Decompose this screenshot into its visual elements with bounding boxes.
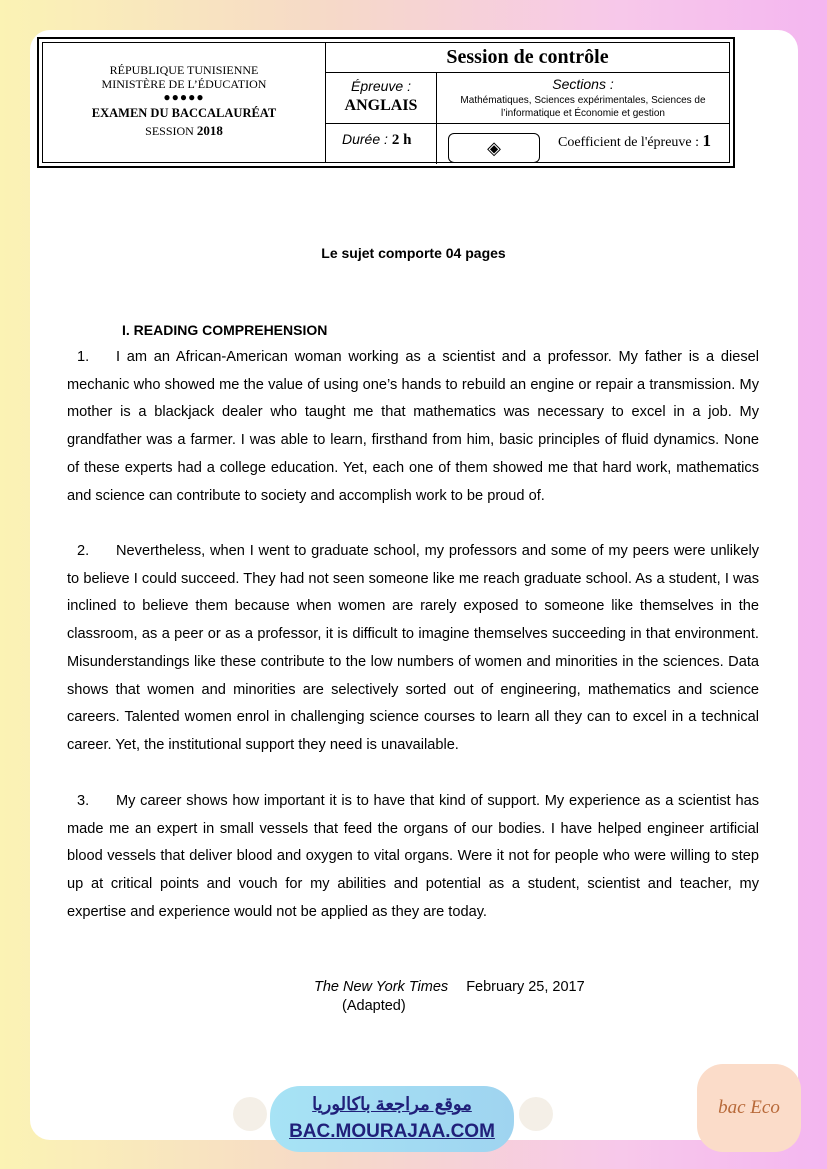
year-value: 2018 [196,123,223,138]
epreuve-value: ANGLAIS [344,97,418,114]
sections-cell [437,73,729,124]
ministry-block [43,43,326,162]
paragraph-1 [67,344,759,510]
paragraph-2 [67,538,759,760]
right-logo-icon [519,1097,553,1131]
footer-site-link[interactable] [270,1086,514,1152]
session-title: Session de contrôle [326,43,729,73]
sections-label: Sections : [552,76,614,92]
epreuve-cell [326,73,437,124]
dots-decoration: ●●●●● [163,90,205,104]
coef-label: Coefficient de l'épreuve : [558,135,700,150]
subject-pages-note: Le sujet comporte 04 pages [321,245,506,261]
paragraph-3 [67,788,759,927]
sections-value: Mathématiques, Sciences expérimentales, Sciences de l’informatique et Économie et gestion [460,95,706,119]
footer-site: BAC.MOURAJAA.COM [289,1121,495,1142]
bac-eco-badge: bac Eco [697,1064,801,1152]
exam-header [37,37,735,168]
coefficient [558,131,711,151]
epreuve-label: Épreuve : [351,78,411,94]
session-year [43,123,325,139]
duree-value: 2 h [391,132,412,148]
source-line [314,979,585,995]
paragraph-text: I am an African-American woman working as a scientist and a professor. My father is a diesel mechanic who showed me the value of using one’s hands to rebuild an engine or repair a transmission. My mother is a blackjack dealer who taught me that mathematics was necessary to excel in a job. My grandfather was a farmer. I was able to learn, firsthand from him, basic principles of fluid dynamics. None of these experts had a college education. Yet, each one of them showed me that hard work, mathematics and science can contribute to society and accomplish work to be proud of. [67,349,759,504]
source-date: February 25, 2017 [466,979,585,995]
duree-label: Durée : [342,131,388,147]
duree-cell [326,124,437,164]
paragraph-text: My career shows how important it is to have that kind of support. My experience as a scientist has made me an expert in small vessels that feed the organs of our bodies. I have helped engineer artificial blood vessels that deliver blood and oxygen to vital organs. Were it not for people who were willing to step up at critical points and vouch for my abilities and potential as a student, scientist and teacher, my expertise and experience would not be applied as they are today. [67,793,759,920]
paragraph-number: 1. [77,349,90,365]
left-logo-icon [233,1097,267,1131]
paragraph-number: 3. [77,793,90,809]
diamond-icon: ◈ [448,133,540,163]
session-label: SESSION [145,124,194,138]
source-name: The New York Times [314,979,449,995]
adapted-note: (Adapted) [342,998,406,1014]
paragraph-text: Nevertheless, when I went to graduate school, my professors and some of my peers were unlikely to believe I could succeed. They had not seen someone like me reach graduate school. As a student, I was inclined to believe them because when women are rarely exposed to someone like themselves in the classroom, as a peer or as a professor, it is difficult to imagine themselves succeeding in that environment. Misunderstandings like these contribute to the low numbers of women and minorities in the sciences. Data shows that women and minorities are selectively sorted out of engineering, mathematics and science careers. Talented women enrol in challenging science courses to learn all they can to excel in a technical career. Yet, the institutional support they need is unavailable. [67,543,759,753]
exam-label: EXAMEN DU BACCALAURÉAT [91,106,277,120]
republic-label: RÉPUBLIQUE TUNISIENNE [109,63,259,77]
ministry-label: MINISTÈRE DE L’ÉDUCATION [101,77,267,91]
footer-arabic: موقع مراجعة باكالوريا [312,1094,472,1114]
coef-value: 1 [702,131,712,150]
section-title: I. READING COMPREHENSION [122,322,328,338]
paragraph-number: 2. [77,543,90,559]
